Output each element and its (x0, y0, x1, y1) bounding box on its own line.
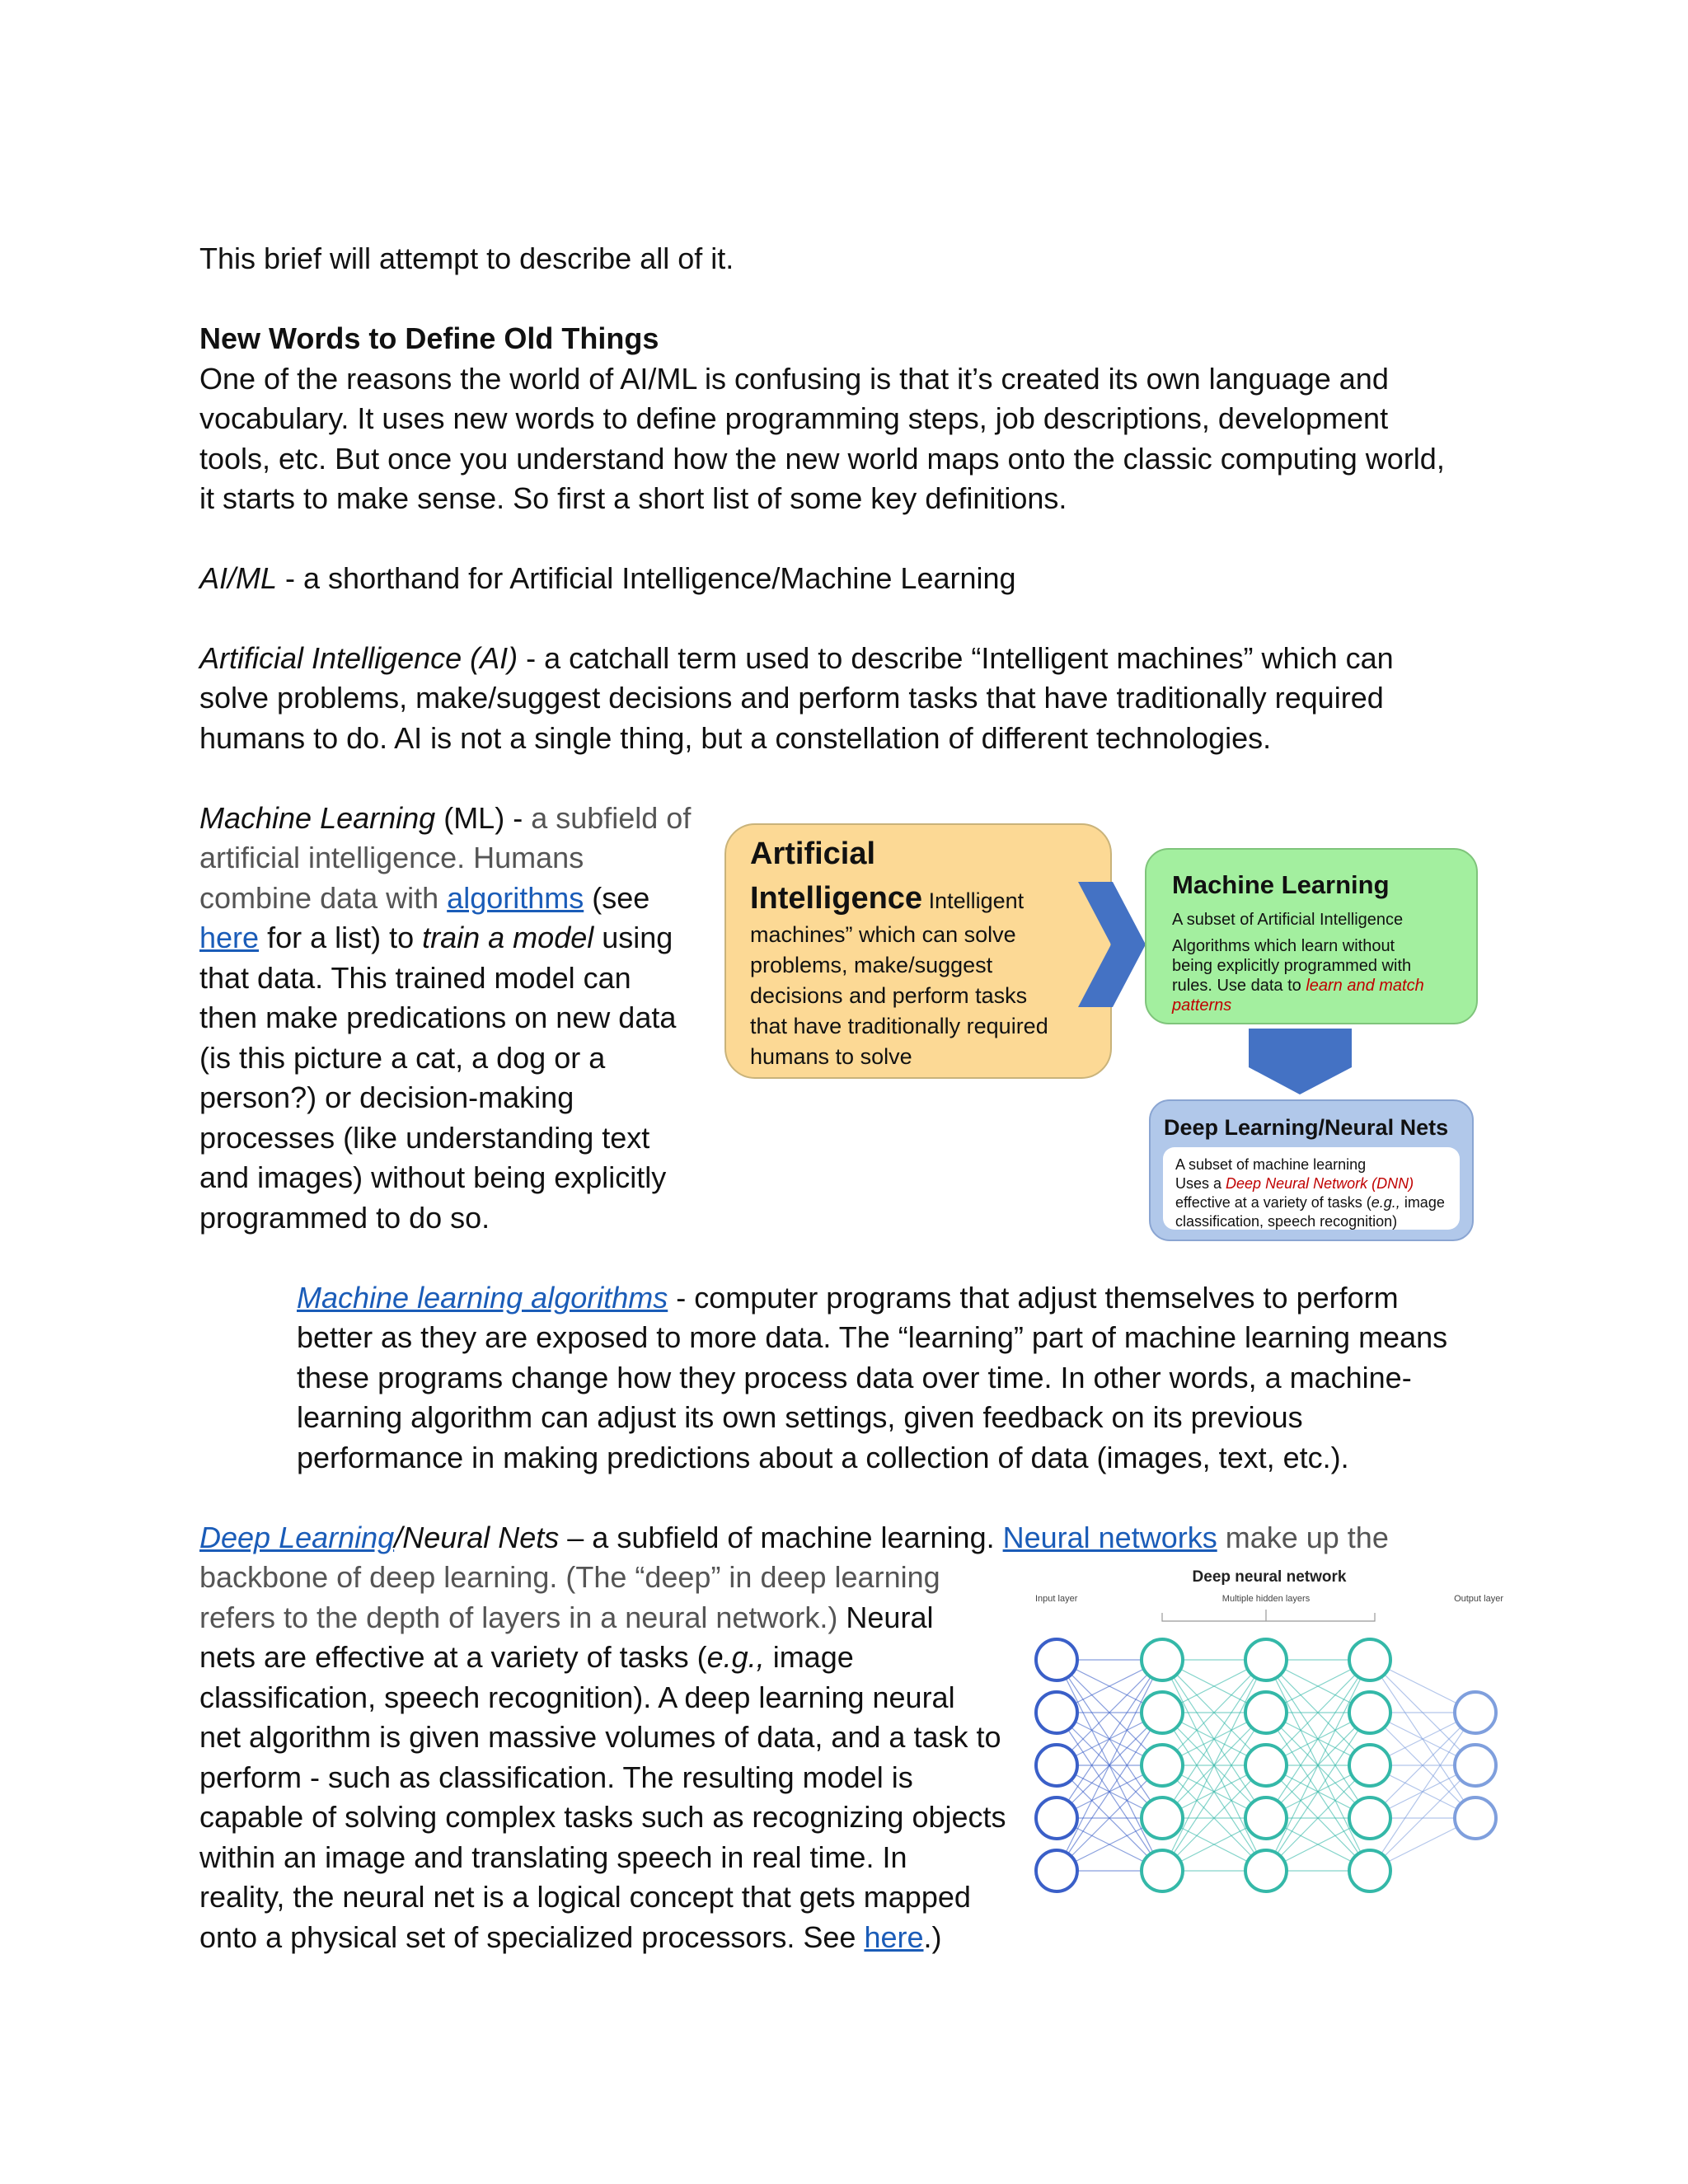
ml-definition-line: programmed to do so. (199, 1201, 490, 1235)
dl-box-title: Deep Learning/Neural Nets (1164, 1115, 1449, 1140)
nn-hidden-node (1142, 1745, 1183, 1786)
nn-input-node (1036, 1797, 1077, 1839)
dl-definition-line (199, 1918, 942, 1958)
nn-hidden-node (1142, 1692, 1183, 1733)
ml-definition-line: that data. This trained model can (199, 961, 631, 995)
dl-def-text: backbone of deep learning. ( (199, 1560, 576, 1594)
nn-hidden-node (1349, 1639, 1390, 1680)
ml-abbr: (ML) - (435, 801, 532, 835)
para1-line: vocabulary. It uses new words to define programming steps, job descriptions, development (199, 401, 1389, 435)
ml-box-title: Machine Learning (1172, 870, 1390, 899)
nn-hidden-node (1245, 1850, 1287, 1891)
dl-term: /Neural Nets (394, 1521, 560, 1554)
ml-definition-line: then make predications on new data (199, 1001, 677, 1034)
ai-box-line: that have traditionally required (750, 1014, 1048, 1038)
here-link-2[interactable]: here (864, 1920, 924, 1954)
dl-definition-line (199, 1638, 854, 1678)
dl-definition-line (199, 1598, 933, 1638)
ml-def-text: for a list) to (259, 921, 423, 954)
dl-def-text: nets are effective at a variety of tasks ( (199, 1640, 707, 1674)
ai-box-title: Artificial (750, 837, 876, 871)
mla-def-text: - computer programs that adjust themselves to perform (668, 1281, 1399, 1315)
neural-network-diagram (1022, 1562, 1517, 1924)
nn-output-node (1455, 1745, 1496, 1786)
dl-definition-line (199, 1518, 1389, 1558)
ai-def-text: - a catchall term used to describe “Intelligent machines” which can (518, 641, 1394, 675)
nn-hidden-node (1142, 1639, 1183, 1680)
ai-box-line: problems, make/suggest (750, 953, 993, 977)
nn-hidden-node (1349, 1850, 1390, 1891)
nn-hidden-node (1349, 1692, 1390, 1733)
dl-box-line: effective at a variety of tasks (e.g., image (1175, 1194, 1445, 1211)
ai-box-title2: Intelligence Intelligent (750, 881, 1025, 916)
nn-output-node (1455, 1692, 1496, 1733)
ml-box-line: rules. Use data to learn and match (1172, 977, 1424, 995)
para1-line: it starts to make sense. So first a short list of some key definitions. (199, 481, 1067, 515)
algorithms-link[interactable]: algorithms (447, 881, 584, 915)
dl-def-text: – a subfield of machine learning. (559, 1521, 1003, 1554)
nn-title: Deep neural network (1192, 1568, 1347, 1586)
aiml-def: - a shorthand for Artificial Intelligence/Machine Learning (277, 561, 1016, 595)
ai-definition-line (199, 639, 1394, 679)
dl-definition-line: perform - such as classification. The resulting model is (199, 1760, 913, 1794)
dl-def-text: The “deep” in deep learning (575, 1560, 940, 1594)
dl-definition-line: net algorithm is given massive volumes of data, and a task to (199, 1720, 1001, 1754)
mla-definition-line: better as they are exposed to more data. The “learning” part of machine learning means (297, 1320, 1448, 1354)
mla-definition-line: these programs change how they process data over time. In other words, a machine- (297, 1361, 1412, 1394)
ml-def-text: (see (584, 881, 650, 915)
nn-hidden-node (1245, 1639, 1287, 1680)
ai-box-line: humans to solve (750, 1044, 912, 1069)
ai-box-line: machines” which can solve (750, 922, 1016, 947)
section-heading: New Words to Define Old Things (199, 321, 659, 355)
ml-def-emphasis: train a model (422, 921, 594, 954)
ai-definition-line: solve problems, make/suggest decisions and perform tasks that have traditionally required (199, 681, 1384, 715)
nn-hidden-node (1245, 1692, 1287, 1733)
nn-output-label: Output layer (1454, 1594, 1503, 1604)
deep-learning-link[interactable]: Deep Learning (199, 1521, 395, 1554)
ml-hierarchy-diagram (717, 816, 1484, 1253)
nn-input-node (1036, 1850, 1077, 1891)
ml-box-line: A subset of Artificial Intelligence (1172, 911, 1404, 929)
dl-definition-line: within an image and translating speech in real time. In (199, 1840, 907, 1874)
dl-definition-line: capable of solving complex tasks such as recognizing objects (199, 1800, 1006, 1834)
dl-def-text: Neural (837, 1601, 934, 1634)
down-arrow-icon (1249, 1029, 1352, 1094)
neural-networks-link[interactable]: Neural networks (1002, 1521, 1217, 1554)
ml-definition-line: processes (like understanding text (199, 1121, 650, 1155)
nn-hidden-node (1349, 1797, 1390, 1839)
dl-definition-line: classification, speech recognition). A deep learning neural (199, 1680, 955, 1714)
nn-hidden-node (1142, 1797, 1183, 1839)
dl-box-line: classification, speech recognition) (1175, 1213, 1398, 1230)
nn-input-node (1036, 1692, 1077, 1733)
nn-input-node (1036, 1639, 1077, 1680)
para1-line: tools, etc. But once you understand how the new world maps onto the classic computing world, (199, 442, 1445, 476)
aiml-term: AI/ML (199, 561, 278, 595)
nn-hidden-node (1349, 1745, 1390, 1786)
dl-box-line: A subset of machine learning (1175, 1156, 1367, 1173)
ml-box-line: being explicitly programmed with (1172, 957, 1412, 975)
ml-definition-line (199, 918, 673, 958)
nn-hidden-node (1245, 1797, 1287, 1839)
ml-def-text: using (593, 921, 673, 954)
dl-def-text: make up the (1217, 1521, 1389, 1554)
dl-definition-line (199, 1558, 940, 1598)
nn-input-node (1036, 1745, 1077, 1786)
ml-def-text: combine data with (199, 881, 448, 915)
dl-definition-line: reality, the neural net is a logical concept that gets mapped (199, 1880, 971, 1914)
nn-hidden-label: Multiple hidden layers (1221, 1594, 1311, 1604)
dl-box-line: Uses a Deep Neural Network (DNN) (1175, 1175, 1414, 1192)
dl-def-emphasis: e.g., (706, 1640, 765, 1674)
ai-definition-line: humans to do. AI is not a single thing, but a constellation of different technologies. (199, 721, 1272, 755)
nn-hidden-node (1245, 1745, 1287, 1786)
nn-hidden-node (1142, 1850, 1183, 1891)
ml-box-line: Algorithms which learn without (1172, 937, 1395, 955)
ml-definition-line: (is this picture a cat, a dog or a (199, 1041, 606, 1075)
dl-def-text: .) (923, 1920, 942, 1954)
ml-def-text: a subfield of (531, 801, 692, 835)
mla-definition-line (297, 1278, 1399, 1319)
ml-term: Machine Learning (199, 801, 436, 835)
dl-def-text: onto a physical set of specialized processors. See (199, 1920, 865, 1954)
ml-box-line: patterns (1172, 996, 1232, 1015)
ml-definition-line (199, 799, 691, 839)
mla-definition-line: performance in making predictions about a collection of data (images, text, etc.). (297, 1441, 1349, 1474)
dl-def-text: image (764, 1640, 854, 1674)
aiml-definition (199, 559, 1016, 599)
nn-connection (1370, 1713, 1475, 1871)
intro-text: This brief will attempt to describe all of it. (199, 241, 734, 275)
ml-definition-line: and images) without being explicitly (199, 1160, 667, 1194)
ml-algorithms-link[interactable]: Machine learning algorithms (297, 1281, 668, 1315)
ml-definition-line: artificial intelligence. Humans (199, 841, 584, 874)
dl-def-text: refers to the depth of layers in a neural network.) (199, 1601, 838, 1634)
nn-input-label: Input layer (1035, 1594, 1078, 1604)
ml-definition-line (199, 879, 649, 919)
ai-box-line: decisions and perform tasks (750, 983, 1028, 1008)
nn-hidden-bracket (1162, 1610, 1375, 1621)
here-link[interactable]: here (199, 921, 260, 954)
para1-line: One of the reasons the world of AI/ML is confusing is that it’s created its own language and (199, 362, 1389, 396)
nn-output-node (1455, 1797, 1496, 1839)
ai-term: Artificial Intelligence (AI) (199, 641, 518, 675)
mla-definition-line: learning algorithm can adjust its own settings, given feedback on its previous (297, 1400, 1303, 1434)
ml-definition-line: person?) or decision-making (199, 1080, 574, 1114)
